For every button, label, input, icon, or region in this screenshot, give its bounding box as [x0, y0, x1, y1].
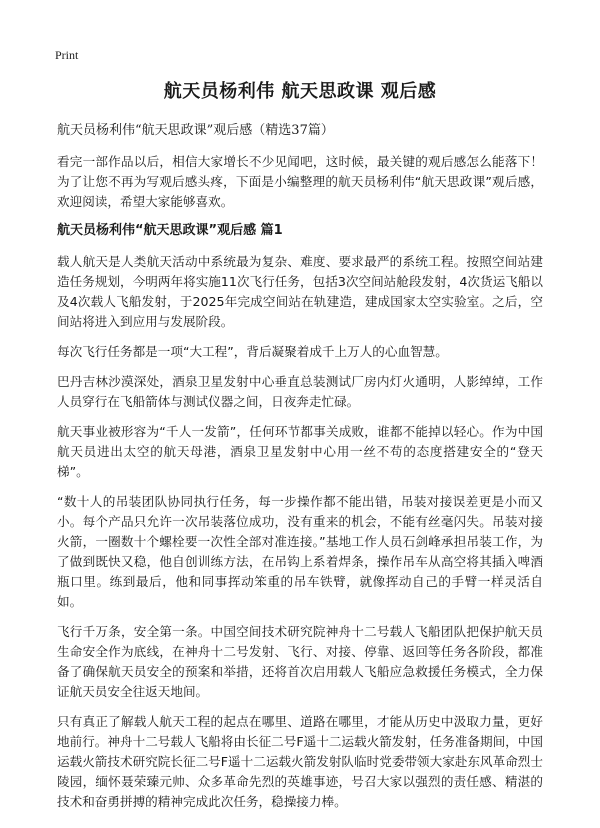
document-subtitle: 航天员杨利伟“航天思政课”观后感（精选37篇） — [57, 123, 334, 138]
document-title: 航天员杨利伟 航天思政课 观后感 — [163, 81, 437, 102]
intro-paragraph: 看完一部作品以后，相信大家增长不少见闻吧，这时候，最关键的观后感怎么能落下！为了让您不再为写观后感头疼，下面是小编整理的航天员杨利伟“航天思政课”观后感，欢迎阅读，希望大家能够喜欢。 — [57, 154, 543, 209]
body-paragraph: 航天事业被形容为“千人一发箭”，任何环节都事关成败，谁都不能掉以轻心。作为中国航天员进出太空的航天母港，酒泉卫星发射中心用一丝不苟的态度搭建安全的“登天梯”。 — [57, 424, 543, 479]
section-heading: 航天员杨利伟“航天思政课”观后感 篇1 — [57, 223, 283, 238]
body-paragraph: “数十人的吊装团队协同执行任务，每一步操作都不能出错，吊装对接误差更是小而又小。每个产品只允许一次吊装落位成功，没有重来的机会，不能有丝毫闪失。吊装对接火箭，一圈数十个螺栓要一次性全部对准连接。”基地工作人员石剑峰承担吊装工作，为了做到既快又稳，他自创训练方法，在吊钩上系着焊条，操作吊车从高空将其插入啤酒瓶口里。练到最后，他和同事挥动笨重的吊车铁臂，就像挥动自己的手臂一样灵活自如。 — [57, 494, 543, 609]
body-paragraph: 每次飞行任务都是一项“大工程”，背后凝聚着成千上万人的心血智慧。 — [57, 344, 448, 359]
body-paragraph: 巴丹吉林沙漠深处，酒泉卫星发射中心垂直总装测试厂房内灯火通明，人影绰绰，工作人员穿行在飞船箭体与测试仪器之间，日夜奔走忙碌。 — [57, 374, 543, 409]
body-paragraph: 载人航天是人类航天活动中系统最为复杂、难度、要求最严的系统工程。按照空间站建造任务规划，今明两年将实施11次飞行任务，包括3次空间站舱段发射，4次货运飞船以及4次载人飞船发射，于2025年完成空间站在轨建造，建成国家太空实验室。之后，空间站将进入到应用与发展阶段。 — [57, 254, 543, 329]
body-paragraph: 飞行千万条，安全第一条。中国空间技术研究院神舟十二号载人飞船团队把保护航天员生命安全作为底线，在神舟十二号发射、飞行、对接、停靠、返回等任务各阶段，都准备了确保航天员安全的预案和举措，还将首次启用载人飞船应急救援任务模式，全力保证航天员安全往返天地间。 — [57, 624, 543, 699]
body-paragraph: 只有真正了解载人航天工程的起点在哪里、道路在哪里，才能从历史中汲取力量，更好地前行。神舟十二号载人飞船将由长征二号F遥十二运载火箭发射，任务准备期间，中国运载火箭技术研究院长征二号F遥十二运载火箭发射队临时党委带领大家赴东风革命烈士陵园，缅怀聂荣臻元帅、众多革命先烈的英雄事迹，号召大家以强烈的责任感、精湛的技术和奋勇拼搏的精神完成此次任务，稳操接力棒。 — [57, 714, 543, 809]
print-link[interactable]: Print — [55, 48, 79, 62]
